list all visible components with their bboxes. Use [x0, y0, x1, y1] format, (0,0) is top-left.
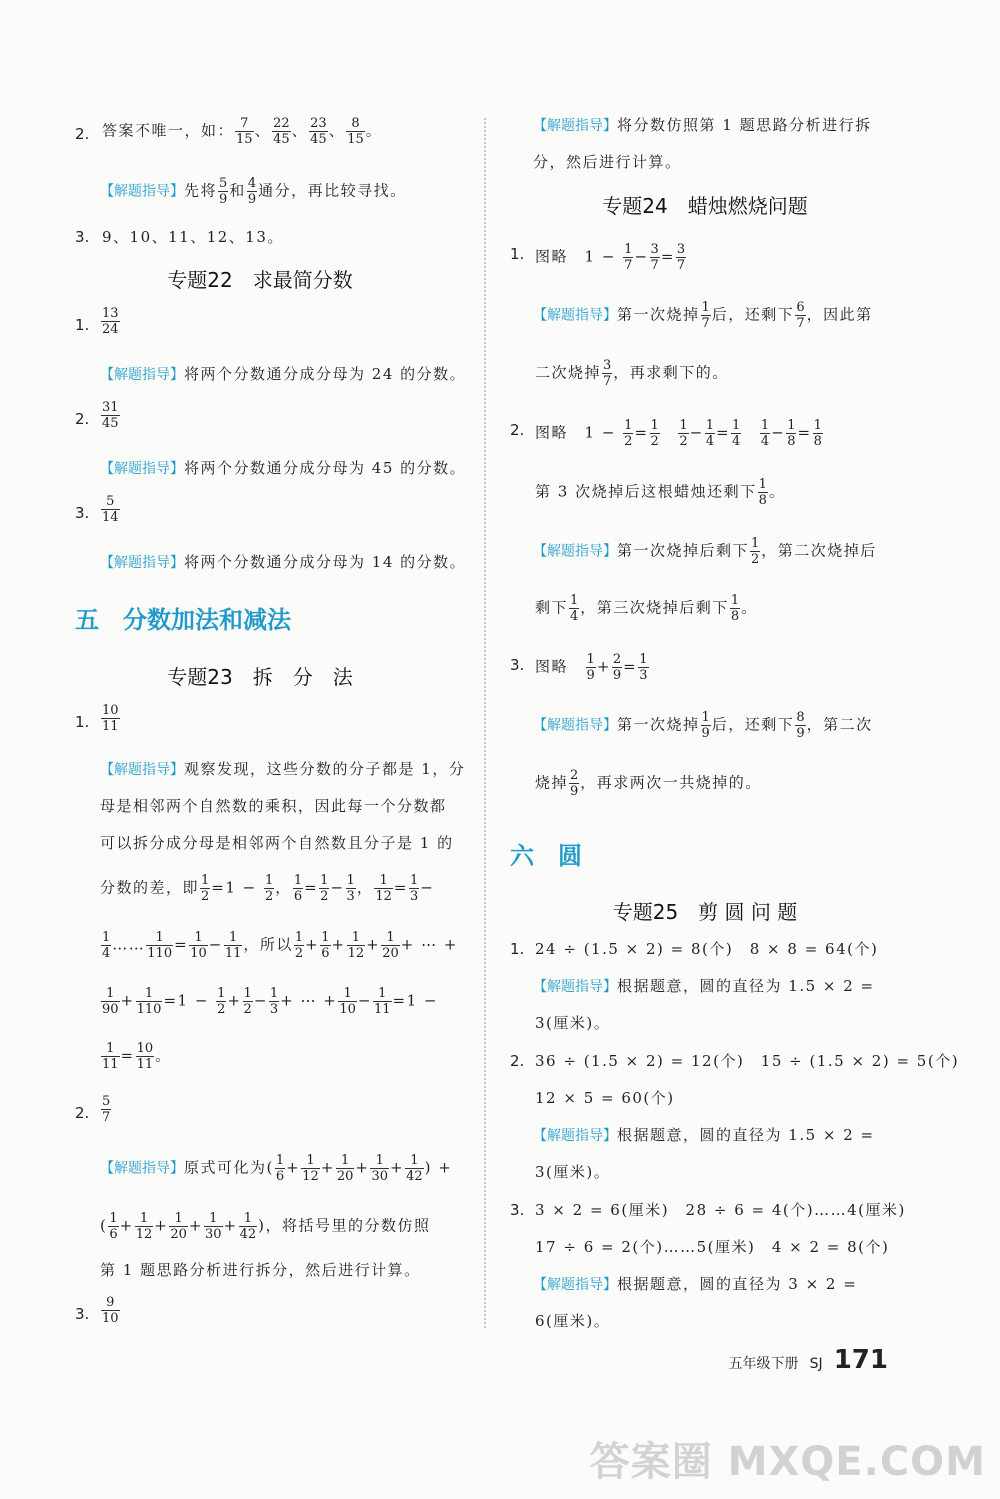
hint-line: 二次烧掉 $\frac{3}{7}$ ，再求剩下的。: [535, 358, 729, 389]
fraction: $\frac{5}{7}$: [102, 1094, 111, 1125]
question-number: 3.: [510, 1201, 525, 1219]
question-number: 1.: [75, 316, 90, 334]
hint-line: 【解题指导】将两个分数通分成分母为 45 的分数。: [100, 459, 467, 477]
hint-line: 【解题指导】先将 $\frac{5}{9}$ 和 $\frac{4}{9}$ 通分，再比较寻找。: [100, 176, 407, 207]
question-number: 2.: [75, 410, 90, 428]
answer-line: 图略 1 − $\frac{1}{7}$ − $\frac{3}{7}$ = $\frac{3}{7}$: [535, 242, 686, 273]
answer-line: 12 × 5 = 60(个): [535, 1089, 675, 1107]
column-divider: [484, 118, 486, 1328]
hint-line: 【解题指导】将两个分数通分成分母为 24 的分数。: [100, 365, 467, 383]
question-number: 1.: [510, 940, 525, 958]
fraction: $\frac{22}{45}$: [273, 116, 290, 147]
question-number: 3.: [510, 656, 525, 674]
topic-title: 专题25 剪 圆 问 题: [612, 900, 798, 924]
fraction: $\frac{4}{9}$: [247, 176, 257, 207]
question-number: 3.: [75, 504, 90, 522]
hint-line: 6(厘米)。: [535, 1312, 611, 1330]
answer-line: [100, 400, 121, 431]
formula-line: $\frac{1}{11}$ = $\frac{10}{11}$ 。: [102, 1041, 172, 1072]
hint-tag: 【解题指导】: [100, 183, 184, 200]
fraction: $\frac{5}{14}$: [102, 494, 119, 525]
hint-line: 3(厘米)。: [535, 1163, 611, 1181]
answer-line: [100, 1094, 112, 1125]
hint-line: ( $\frac{1}{6}$ + $\frac{1}{12}$ + $\frac{1}{20}$ + $\frac{1}{30}$ + $\frac{1}{42}$ )，将括号里的分数仿照: [100, 1211, 431, 1242]
question-number: 2.: [75, 1104, 90, 1122]
hint-line: 剩下 $\frac{1}{4}$ ，第三次烧掉后剩下 $\frac{1}{8}$ 。: [535, 593, 758, 624]
answer-line: [100, 306, 121, 337]
hint-line: 烧掉 $\frac{2}{9}$ ，再求两次一共烧掉的。: [535, 768, 762, 799]
formula-line: $\frac{1}{90}$ + $\frac{1}{110}$ =1 − $\frac{1}{2}$ + $\frac{1}{2}$ − $\frac{1}{3}$ + ⋯ + $\frac{1}{10}$ − $\frac{1}{11}$ =1 −: [102, 986, 438, 1017]
watermark: 答案圈 MXQE.COM: [589, 1439, 986, 1485]
formula-line: $\frac{1}{4}$ …… $\frac{1}{110}$ = $\frac{1}{10}$ − $\frac{1}{11}$ ，所以 $\frac{1}{2}$ + $\frac{1}{6}$ + $\frac{1}{12}$ + $\frac{1}{20}$ + ⋯ +: [102, 930, 458, 961]
answer-line: 24 ÷ (1.5 × 2) = 8(个) 8 × 8 = 64(个): [535, 940, 879, 958]
topic-title: 专题23 拆 分 法: [167, 665, 353, 689]
answer-line: 图略 $\frac{1}{9}$ + $\frac{2}{9}$ = $\frac{1}{3}$: [535, 652, 648, 683]
fraction: $\frac{7}{15}$: [236, 116, 253, 147]
fraction: $\frac{10}{11}$: [102, 703, 119, 734]
question-number: 2.: [75, 125, 90, 143]
hint-line: 可以拆分成分母是相邻两个自然数且分子是 1 的: [100, 834, 454, 852]
hint-line: 【解题指导】将分数仿照第 1 题思路分析进行拆: [533, 116, 872, 134]
hint-line: 【解题指导】根据题意，圆的直径为 3 × 2 =: [533, 1275, 858, 1293]
grade-label: 五年级下册: [728, 1356, 799, 1372]
formula-line: 分数的差，即 $\frac{1}{2}$ =1 − $\frac{1}{2}$ ， $\frac{1}{6}$ = $\frac{1}{2}$ − $\frac{1}{3}$ ， $\frac{1}{12}$ = $\frac{1}{3}$ −: [100, 873, 435, 904]
hint-line: 3(厘米)。: [535, 1014, 611, 1032]
answer-line: 第 3 次烧掉后这根蜡烛还剩下 $\frac{1}{8}$ 。: [535, 477, 786, 508]
page-footer: [729, 1345, 888, 1375]
topic-title: 专题22 求最简分数: [167, 268, 353, 292]
answer-line: 图略 1 − $\frac{1}{2}$ = $\frac{1}{2}$ $\frac{1}{2}$ − $\frac{1}{4}$ = $\frac{1}{4}$ $\frac{1}{4}$ − $\frac{1}{8}$ = $\frac{1}{8}$: [535, 418, 822, 449]
question-number: 3.: [75, 1305, 90, 1323]
question-number: 1.: [510, 245, 525, 263]
question-number: 3.: [75, 228, 90, 246]
hint-line: 【解题指导】根据题意，圆的直径为 1.5 × 2 =: [533, 1126, 875, 1144]
edition-label: SJ: [809, 1356, 823, 1372]
fraction: $\frac{8}{15}$: [347, 116, 364, 147]
hint-line: 【解题指导】第一次烧掉 $\frac{1}{9}$ 后，还剩下 $\frac{8}{9}$ ，第二次: [533, 710, 873, 741]
hint-line: 母是相邻两个自然数的乘积，因此每一个分数都: [100, 797, 447, 815]
hint-line: 【解题指导】原式可化为( $\frac{1}{6}$ + $\frac{1}{12}$ + $\frac{1}{20}$ + $\frac{1}{30}$ + $\frac{1}{42}$ ) +: [100, 1153, 453, 1184]
chapter-title: 五 分数加法和减法: [75, 606, 291, 634]
hint-line: 【解题指导】第一次烧掉 $\frac{1}{7}$ 后，还剩下 $\frac{6}{7}$ ，因此第: [533, 300, 873, 331]
fraction: $\frac{9}{10}$: [102, 1295, 119, 1326]
hint-line: 【解题指导】将两个分数通分成分母为 14 的分数。: [100, 553, 467, 571]
answer-line: 3 × 2 = 6(厘米) 28 ÷ 6 = 4(个)……4(厘米): [535, 1201, 906, 1219]
hint-line: 【解题指导】根据题意，圆的直径为 1.5 × 2 =: [533, 977, 875, 995]
answer-line: [100, 494, 121, 525]
fraction: $\frac{31}{45}$: [102, 400, 119, 431]
fraction: $\frac{23}{45}$: [310, 116, 327, 147]
topic-title: 专题24 蜡烛燃烧问题: [602, 194, 808, 218]
answer-text: 9、10、11、12、13。: [102, 228, 284, 246]
chapter-title: 六 圆: [510, 842, 582, 870]
answer-line: 答案不唯一，如： $\frac{7}{15}$ 、 $\frac{22}{45}$ 、 $\frac{23}{45}$ 、 $\frac{8}{15}$ 。: [102, 116, 383, 147]
question-number: 2.: [510, 421, 525, 439]
hint-line: 【解题指导】观察发现，这些分数的分子都是 1，分: [100, 760, 466, 778]
answer-line: 36 ÷ (1.5 × 2) = 12(个) 15 ÷ (1.5 × 2) = 5(个): [535, 1052, 960, 1070]
page-number: 171: [833, 1345, 888, 1375]
hint-line: 分，然后进行计算。: [533, 153, 682, 171]
fraction: $\frac{5}{9}$: [219, 176, 228, 207]
question-number: 2.: [510, 1052, 525, 1070]
fraction: $\frac{13}{24}$: [102, 306, 119, 337]
answer-line: 17 ÷ 6 = 2(个)……5(厘米) 4 × 2 = 8(个): [535, 1238, 890, 1256]
answer-line: [100, 1295, 121, 1326]
hint-line: 【解题指导】第一次烧掉后剩下 $\frac{1}{2}$ ，第二次烧掉后: [533, 536, 877, 567]
hint-line: 第 1 题思路分析进行拆分，然后进行计算。: [100, 1261, 421, 1279]
question-number: 1.: [75, 713, 90, 731]
answer-line: [100, 703, 121, 734]
answer-text: 答案不唯一，如：: [102, 121, 235, 140]
